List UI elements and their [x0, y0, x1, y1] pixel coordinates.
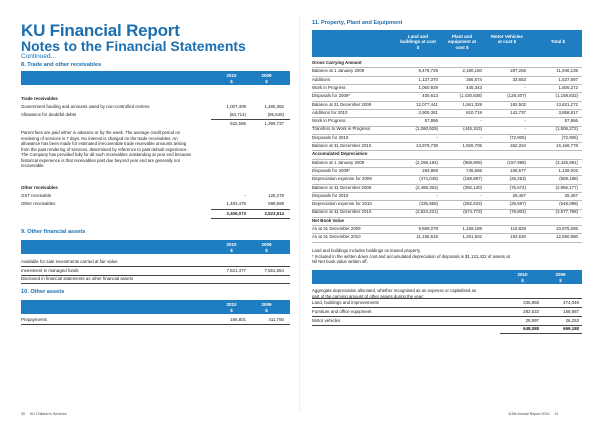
right-page	[300, 0, 600, 424]
dep-col-2010: 2010	[517, 272, 528, 277]
page-number-left: 30	[21, 412, 25, 416]
note9-table-header	[21, 240, 290, 254]
table-row: Other receivables 1,483,478 998,598	[21, 201, 284, 206]
report-subtitle: Notes to the Financial Statements	[21, 38, 246, 54]
table-row: GST receivable - 125,279	[21, 193, 284, 198]
table-row: Disclosed in financial statements as other financial assets	[21, 276, 134, 281]
divider	[21, 266, 290, 267]
note9-col-2009-unit: $	[265, 247, 268, 253]
divider	[312, 242, 582, 243]
note8-col-2010: 2010	[226, 73, 237, 78]
note10-col-2009: 2009	[261, 302, 272, 307]
left-footer	[21, 412, 67, 416]
table-row: Balance at 31 December 2010 13,979,739 1,926,705 262,334 16,168,778	[312, 143, 578, 148]
table-row: Prepayments 166,801 411,750	[21, 317, 284, 322]
table-row: Disposals for 2010 - - 26,467 26,467	[312, 192, 578, 198]
page-number-right: 31	[554, 412, 559, 416]
table-row: Government funding and amounts owed by non-controlled centres 1,007,309 1,485,382	[21, 104, 284, 109]
divider	[312, 298, 582, 299]
ppe-section-label: Net Book Value	[312, 217, 344, 223]
receivables-paragraph: Parent fees are paid either in advance or by the week. The average credit period on rendering of services is 7 days. No interest is charged on the trade receivables. An allowance has been made for estimated irrecoverable trade receivable amounts arising from the past rendering of services, determined by reference to past default experience. The Company has provided fully for all such receivables outstanding at year end because historical experience is that receivables past due beyond year end are generally not recoverable.	[21, 130, 192, 169]
table-row: Depreciation expense for 2010 (335,858) (282,633) (29,597) (648,088)	[312, 201, 578, 207]
note8-heading: 8. Trade and other receivables	[21, 62, 102, 68]
table-row: Disposals for 2009* 283,869 746,556 108,577 1,139,002	[312, 167, 578, 173]
note9-heading: 9. Other financial assets	[21, 229, 86, 235]
dep-col-2009-unit: $	[559, 277, 562, 283]
table-row: Balance at 31 December 2010 (2,824,221) (674,773) (78,804) (3,577,798)	[312, 209, 578, 215]
note10-table-header	[21, 300, 290, 314]
note8-table-header	[21, 71, 290, 85]
ppe-table-header	[312, 30, 582, 57]
note11-heading: 11. Property, Plant and Equipment	[312, 20, 403, 26]
table-row: Disposals for 2009* 400,613 (1,430,838) (128,407) (1,158,832)	[312, 93, 578, 99]
col-plant-equipment: Plant and equipment at cost $	[447, 34, 476, 50]
ppe-section-label: Accumulated Depreciation	[312, 151, 368, 157]
divider	[211, 119, 290, 120]
note9-col-2010: 2010	[226, 242, 237, 247]
right-footer	[508, 412, 559, 416]
divider	[21, 283, 290, 284]
dep-col-2010-unit: $	[521, 277, 524, 283]
note10-col-2010-unit: $	[230, 307, 233, 313]
divider	[211, 209, 290, 210]
note10-col-2010: 2010	[226, 302, 237, 307]
divider	[500, 333, 582, 334]
depreciation-intro: Aggregate depreciation allocated, whether recognised as an expense or capitalised as part of the carrying amount of other assets during the year:	[312, 288, 477, 299]
col-motor-vehicles: Motor Vehicles at cost $	[491, 34, 523, 45]
org-name: KU Children's Services	[30, 412, 67, 416]
divider	[21, 324, 290, 325]
note10-col-2009-unit: $	[265, 307, 268, 313]
table-row: Furniture and office equipment 282,633 168,887	[312, 309, 579, 314]
table-row: Transfers to Work in Progress (1,060,929) (445,343) - (1,506,272)	[312, 126, 578, 132]
table-row: Available for sale investments carried at fair value	[21, 259, 118, 264]
divider	[312, 307, 582, 308]
continued-label: Continued...	[21, 53, 57, 60]
table-row: Disposals for 2010 - - (72,905) (72,905)	[312, 134, 578, 140]
total-row: 2,406,073 2,523,614	[226, 211, 284, 216]
divider	[312, 316, 582, 317]
table-row: Motor vehicles 29,597 26,253	[312, 318, 579, 323]
col-total: Total $	[550, 39, 566, 44]
table-row: Depreciation expense for 2009 (474,048) (168,887) (26,253) (669,188)	[312, 176, 578, 182]
note8-col-2010-unit: $	[230, 78, 233, 84]
trade-receivables-label: Trade receivables	[21, 96, 58, 101]
note9-col-2009: 2009	[261, 242, 272, 247]
table-row: Work in Progress 1,060,929 445,343 - 1,506,272	[312, 84, 578, 90]
note10-heading: 10. Other assets	[21, 289, 65, 295]
total-row: 648,088 669,188	[523, 326, 579, 331]
ppe-note-line: Land and buildings includes buildings on leased property.	[312, 248, 421, 253]
table-row: Balance at 1 January 2009 (2,298,184) (969,809) (157,998) (3,425,991)	[312, 159, 578, 165]
subtotal-row: 922,595 1,399,737	[230, 121, 284, 126]
ppe-notes	[312, 248, 582, 265]
col-land-buildings: Land and buildings at cost $	[400, 34, 436, 50]
note8-col-2009-unit: $	[265, 78, 268, 84]
ppe-note-line: Nil Net book value written off.	[312, 259, 368, 265]
other-receivables-label: Other receivables	[21, 185, 58, 190]
ppe-section-label: Gross Carrying Amount	[312, 60, 362, 65]
depreciation-table-header	[312, 270, 582, 284]
table-row: Land, buildings and improvements 335,858 474,048	[312, 300, 579, 305]
table-row: As at 31 December 2009 9,589,078 1,169,189 116,828 10,875,095	[312, 226, 578, 231]
table-row: Investment in managed funds 7,621,477 7,561,554	[21, 268, 284, 273]
dep-col-2009: 2009	[555, 272, 566, 277]
note8-col-2009: 2009	[261, 73, 272, 78]
table-row: Balance at 31 December 2009 12,077,441 1,561,329 192,502 13,831,272	[312, 101, 578, 107]
table-row: Additions for 2010 2,905,361 810,719 142,737 3,858,817	[312, 109, 578, 115]
table-row: Additions 1,137,370 366,674 33,653 1,537,697	[312, 76, 578, 82]
table-row: Balance at 31 December 2009 (2,488,363) (392,140) (75,674) (2,956,177)	[312, 184, 578, 190]
ppe-note-line: * Included in the written down cost and accumulated depreciation of disposals is $1,131,422 of assets at	[312, 253, 510, 259]
table-row: As at 31 December 2010 11,155,518 1,251,932 183,530 12,590,980	[312, 234, 578, 240]
report-edition: 115th Annual Report 2010	[508, 412, 550, 416]
note9-col-2010-unit: $	[230, 247, 233, 253]
report-title: KU Financial Report	[21, 21, 180, 40]
table-row: Balance at 1 January 2009 9,478,729 2,180,150 287,256 11,946,135	[312, 68, 578, 74]
table-row: Allowance for doubtful debts (84,714) (85,645)	[21, 112, 284, 117]
table-row: Work in Progress 57,866 - - 57,866	[312, 118, 578, 124]
divider	[211, 218, 290, 219]
